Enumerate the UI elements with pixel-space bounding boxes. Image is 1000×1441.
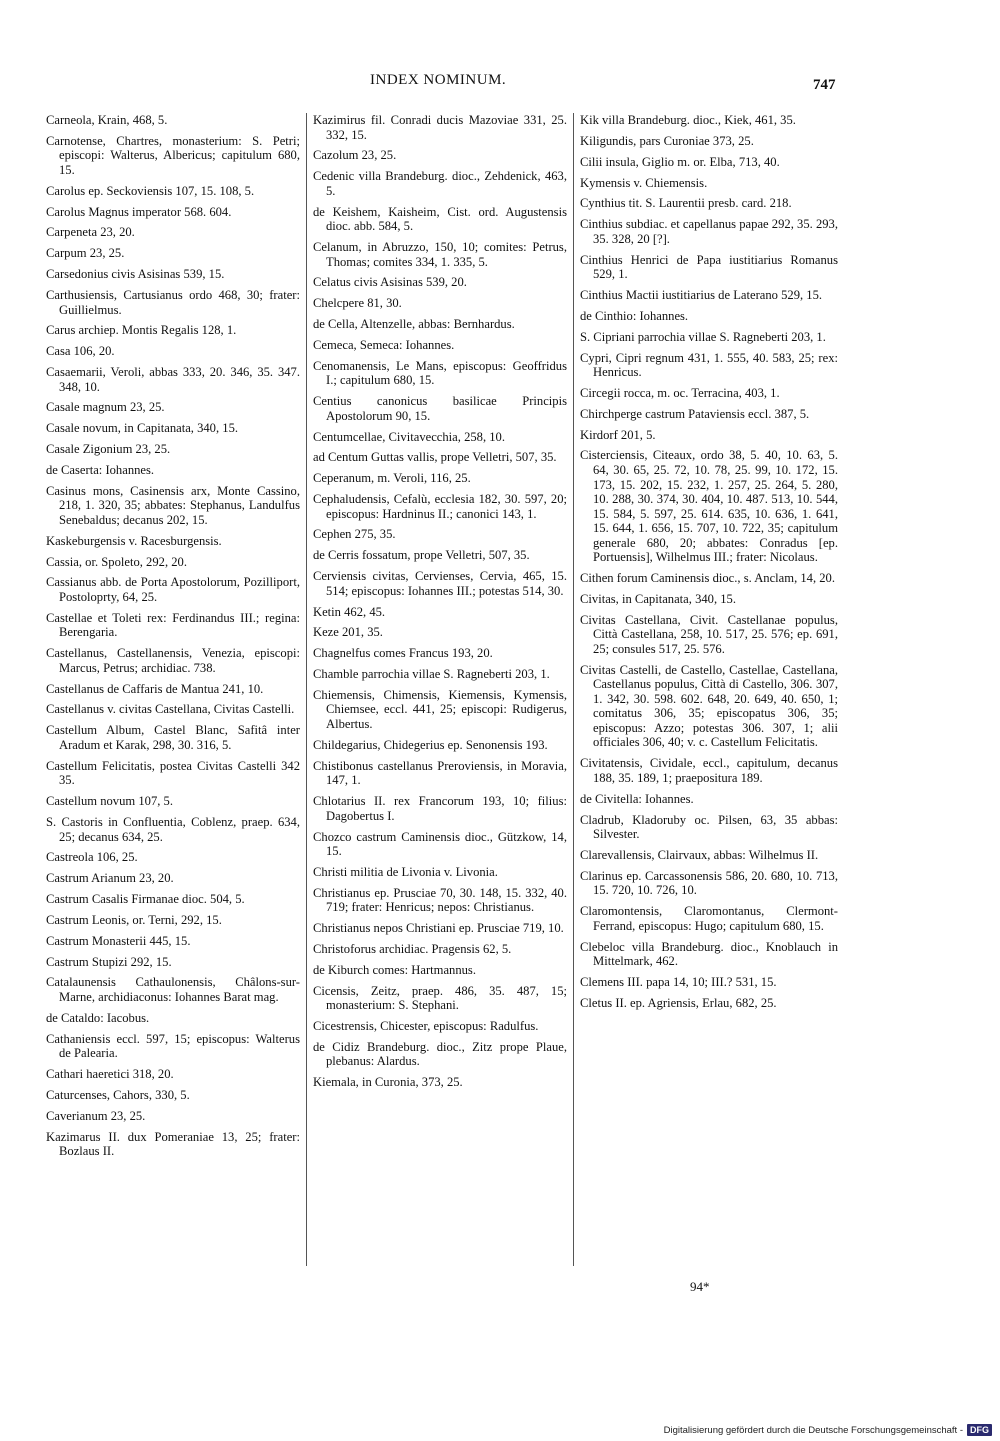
index-entry: S. Cipriani parrochia villae S. Ragneberti 203, 1.	[580, 329, 826, 344]
index-entry: Cephaludensis, Cefalù, ecclesia 182, 30. 597, 20; episcopus: Hardninus II.; canonici 143, 1.	[313, 492, 567, 521]
index-entry: Cathaniensis eccl. 597, 15; episcopus: Walterus de Palearia.	[46, 1031, 300, 1061]
index-column-1	[46, 113, 300, 1165]
index-entry: Carnotense, Chartres, monasterium: S. Petri; episcopi: Walterus, Albericus; capitulum 680, 15.	[46, 133, 300, 177]
index-entry: Carsedonius civis Asisinas 539, 15.	[46, 267, 225, 282]
index-entry: Kik villa Brandeburg. dioc., Kiek, 461, 35.	[580, 113, 796, 127]
index-entry: Castrum Casalis Firmanae dioc. 504, 5.	[46, 892, 245, 907]
index-entry: Castrum Leonis, or. Terni, 292, 15.	[46, 912, 222, 927]
index-entry: Christianus nepos Christiani ep. Prusciae 719, 10.	[313, 921, 564, 936]
index-entry: Christianus ep. Prusciae 70, 30. 148, 15. 332, 40. 719; frater: Henricus; nepos: Christianus.	[313, 885, 567, 915]
index-entry: Castrum Stupizi 292, 15.	[46, 954, 172, 969]
index-entry: Chelcpere 81, 30.	[313, 296, 402, 311]
index-entry: Cenomanensis, Le Mans, episcopus: Geoffridus I.; capitulum 680, 15.	[313, 358, 567, 388]
index-entry: S. Castoris in Confluentia, Coblenz, praep. 634, 25; decanus 634, 25.	[46, 814, 300, 844]
footer	[664, 1424, 992, 1436]
index-entry: Keze 201, 35.	[313, 625, 383, 640]
column-divider	[573, 113, 574, 1266]
index-entry: Ceperanum, m. Veroli, 116, 25.	[313, 471, 471, 486]
index-entry: Casinus mons, Casinensis arx, Monte Cassino, 218, 1. 320, 35; abbates: Stephanus, Landulfus Senebaldus; decanus 202, 15.	[46, 483, 300, 527]
index-entry: Cletus II. ep. Agriensis, Erlau, 682, 25.	[580, 995, 777, 1010]
index-entry: Civitas Castelli, de Castello, Castellae, Castellana, Castellanus populus, Città di Castello, 306. 307, 1. 342, 30. 598. 602. 648, 20. 649, 40. 650, 1; comitatus 306, 35; episcopatus 306, 35; episcopus: Azzo; potestas 306. 307, 1; alii officiales 306, 40; v. c. Castellum Felicitatis.	[580, 662, 838, 750]
index-entry: Cilii insula, Giglio m. or. Elba, 713, 40.	[580, 154, 780, 169]
index-entry: Kazimirus fil. Conradi ducis Mazoviae 331, 25. 332, 15.	[313, 113, 567, 142]
index-entry: Casa 106, 20.	[46, 344, 115, 359]
index-entry: Christi militia de Livonia v. Livonia.	[313, 864, 498, 879]
index-column-2	[313, 113, 567, 1096]
index-entry: Cisterciensis, Citeaux, ordo 38, 5. 40, 10. 63, 5. 64, 30. 65, 25. 72, 10. 78, 25. 99, 10. 172, 15. 173, 15. 202, 15. 232, 1. 257, 25. 264, 5. 280, 10. 288, 30. 374, 30. 404, 10. 487. 513, 10. 544, 15. 584, 5. 597, 25. 614. 635, 10. 636, 1. 641, 15. 644, 1. 656, 15. 707, 10. 722, 35; capitulum generale 680, 20; abbates: Conradus [ep. Portuensis], Wilhelmus III.; frater: Nicolaus.	[580, 448, 838, 565]
column-divider	[306, 113, 307, 1266]
index-entry: Carus archiep. Montis Regalis 128, 1.	[46, 323, 237, 338]
index-entry: Cephen 275, 35.	[313, 527, 396, 542]
index-entry: Cedenic villa Brandeburg. dioc., Zehdenick, 463, 5.	[313, 169, 567, 198]
index-entry: Carpeneta 23, 20.	[46, 225, 135, 240]
index-entry: Castrum Arianum 23, 20.	[46, 871, 174, 886]
index-entry: Castreola 106, 25.	[46, 850, 138, 865]
index-entry: Castellum novum 107, 5.	[46, 794, 173, 809]
index-entry: de Keishem, Kaisheim, Cist. ord. Augustensis dioc. abb. 584, 5.	[313, 204, 567, 234]
index-entry: Castellanus, Castellanensis, Venezia, episcopi: Marcus, Petrus; archidiac. 738.	[46, 646, 300, 675]
index-entry: Cassianus abb. de Porta Apostolorum, Pozilliport, Postoloprty, 64, 25.	[46, 575, 300, 605]
index-entry: Casale Zigonium 23, 25.	[46, 442, 171, 457]
index-entry: Chagnelfus comes Francus 193, 20.	[313, 646, 493, 661]
index-entry: Chozco castrum Caminensis dioc., Gützkow, 14, 15.	[313, 829, 567, 859]
index-entry: Casale novum, in Capitanata, 340, 15.	[46, 421, 239, 436]
index-entry: Kaskeburgensis v. Racesburgensis.	[46, 533, 222, 548]
index-entry: de Caserta: Iohannes.	[46, 463, 155, 477]
index-entry: Centumcellae, Civitavecchia, 258, 10.	[313, 429, 505, 444]
index-entry: Carthusiensis, Cartusianus ordo 468, 30; frater: Guillielmus.	[46, 288, 300, 317]
index-entry: de Cinthio: Iohannes.	[580, 308, 689, 323]
index-entry: Kiemala, in Curonia, 373, 25.	[313, 1075, 463, 1090]
index-entry: Civitatensis, Cividale, eccl., capitulum, decanus 188, 35. 189, 1; praepositura 189.	[580, 756, 838, 785]
index-entry: Cicestrensis, Chicester, episcopus: Radulfus.	[313, 1019, 539, 1034]
index-entry: Castellanus de Caffaris de Mantua 241, 10.	[46, 681, 264, 696]
index-entry: Clarinus ep. Carcassonensis 586, 20. 680, 10. 713, 15. 720, 10. 726, 10.	[580, 868, 838, 898]
index-entry: Casaemarii, Veroli, abbas 333, 20. 346, 35. 347. 348, 10.	[46, 365, 300, 394]
page-number: 747	[813, 77, 836, 93]
index-entry: de Civitella: Iohannes.	[580, 791, 694, 806]
index-entry: Carneola, Krain, 468, 5.	[46, 113, 168, 127]
index-entry: de Cerris fossatum, prope Velletri, 507, 35.	[313, 548, 530, 563]
index-entry: Castellanus v. civitas Castellana, Civitas Castelli.	[46, 702, 295, 717]
index-entry: Cinthius Henrici de Papa iustitiarius Romanus 529, 1.	[580, 252, 838, 282]
index-entry: de Cataldo: Iacobus.	[46, 1010, 150, 1025]
index-entry: Cemeca, Semeca: Iohannes.	[313, 337, 455, 352]
index-entry: Clebeloc villa Brandeburg. dioc., Knoblauch in Mittelmark, 462.	[580, 939, 838, 969]
index-entry: Caverianum 23, 25.	[46, 1108, 146, 1123]
index-column-3	[580, 113, 838, 1017]
index-entry: Carpum 23, 25.	[46, 246, 125, 261]
index-entry: Chlotarius II. rex Francorum 193, 10; filius: Dagobertus I.	[313, 794, 567, 823]
index-entry: Cypri, Cipri regnum 431, 1. 555, 40. 583, 25; rex: Henricus.	[580, 350, 838, 380]
index-entry: Civitas, in Capitanata, 340, 15.	[580, 591, 737, 606]
index-entry: Chamble parrochia villae S. Ragneberti 203, 1.	[313, 667, 550, 682]
index-entry: de Cidiz Brandeburg. dioc., Zitz prope Plaue, plebanus: Alardus.	[313, 1039, 567, 1069]
index-entry: Cassia, or. Spoleto, 292, 20.	[46, 554, 187, 569]
index-entry: de Kiburch comes: Hartmannus.	[313, 962, 476, 977]
index-entry: Ketin 462, 45.	[313, 604, 386, 619]
index-entry: Cynthius tit. S. Laurentii presb. card. 218.	[580, 196, 792, 211]
signature-mark: 94*	[690, 1279, 710, 1294]
index-entry: Claromontensis, Claromontanus, Clermont-Ferrand, episcopus: Hugo; capitulum 680, 15.	[580, 904, 838, 933]
index-entry: Cithen forum Caminensis dioc., s. Anclam, 14, 20.	[580, 571, 835, 586]
index-entry: Caturcenses, Cahors, 330, 5.	[46, 1087, 190, 1102]
index-entry: Cicensis, Zeitz, praep. 486, 35. 487, 15; monasterium: S. Stephani.	[313, 983, 567, 1013]
index-entry: Chirchperge castrum Pataviensis eccl. 387, 5.	[580, 406, 810, 421]
dfg-logo: DFG	[967, 1424, 992, 1436]
index-entry: Catalaunensis Cathaulonensis, Châlons-sur-Marne, archidiaconus: Iohannes Barat mag.	[46, 975, 300, 1004]
index-entry: Kiligundis, pars Curoniae 373, 25.	[580, 133, 754, 148]
index-entry: Childegarius, Chidegerius ep. Senonensis 193.	[313, 737, 548, 752]
index-entry: Castellae et Toleti rex: Ferdinandus III.; regina: Berengaria.	[46, 610, 300, 640]
index-entry: Castrum Monasterii 445, 15.	[46, 933, 191, 948]
index-entry: Carolus ep. Seckoviensis 107, 15. 108, 5.	[46, 183, 255, 198]
index-entry: Casale magnum 23, 25.	[46, 400, 165, 415]
index-entry: Cladrub, Kladoruby oc. Pilsen, 63, 35 abbas: Silvester.	[580, 812, 838, 842]
index-entry: Kazimarus II. dux Pomeraniae 13, 25; frater: Bozlaus II.	[46, 1129, 300, 1159]
index-entry: Civitas Castellana, Civit. Castellanae populus, Città Castellana, 258, 10. 517, 25. 576; ep. 691, 25; consules 517, 25. 576.	[580, 612, 838, 656]
index-entry: de Cella, Altenzelle, abbas: Bernhardus.	[313, 317, 515, 332]
index-entry: Kymensis v. Chiemensis.	[580, 175, 708, 190]
index-entry: Castellum Felicitatis, postea Civitas Castelli 342 35.	[46, 758, 300, 788]
index-entry: Cinthius subdiac. et capellanus papae 292, 35. 293, 35. 328, 20 [?].	[580, 217, 838, 246]
index-entry: Celatus civis Asisinas 539, 20.	[313, 275, 467, 290]
index-entry: Clarevallensis, Clairvaux, abbas: Wilhelmus II.	[580, 847, 819, 862]
index-entry: Circegii rocca, m. oc. Terracina, 403, 1.	[580, 385, 780, 400]
index-entry: Celanum, in Abruzzo, 150, 10; comites: Petrus, Thomas; comites 334, 1. 335, 5.	[313, 240, 567, 269]
index-entry: Castellum Album, Castel Blanc, Safitâ inter Aradum et Karak, 298, 30. 316, 5.	[46, 723, 300, 752]
index-entry: Cinthius Mactii iustitiarius de Laterano 529, 15.	[580, 288, 823, 302]
index-entry: Chiemensis, Chimensis, Kiemensis, Kymensis, Chiemsee, eccl. 441, 25; episcopi: Rudigerus, Albertus.	[313, 687, 567, 732]
index-entry: Cathari haeretici 318, 20.	[46, 1067, 174, 1082]
index-entry: ad Centum Guttas vallis, prope Velletri, 507, 35.	[313, 450, 557, 465]
footer-text: Digitalisierung gefördert durch die Deutsche Forschungsgemeinschaft -	[663, 1424, 963, 1436]
index-entry: Kirdorf 201, 5.	[580, 427, 656, 442]
index-entry: Cerviensis civitas, Cervienses, Cervia, 465, 15. 514; episcopus: Iohannes III.; potestas 514, 30.	[313, 569, 567, 598]
index-entry: Christoforus archidiac. Pragensis 62, 5.	[313, 941, 512, 956]
index-entry: Chistibonus castellanus Preroviensis, in Moravia, 147, 1.	[313, 758, 567, 788]
index-entry: Carolus Magnus imperator 568. 604.	[46, 204, 232, 219]
index-entry: Clemens III. papa 14, 10; III.? 531, 15.	[580, 974, 777, 989]
page-title: INDEX NOMINUM.	[370, 72, 507, 88]
index-entry: Cazolum 23, 25.	[313, 148, 397, 163]
index-entry: Centius canonicus basilicae Principis Apostolorum 90, 15.	[313, 394, 567, 423]
